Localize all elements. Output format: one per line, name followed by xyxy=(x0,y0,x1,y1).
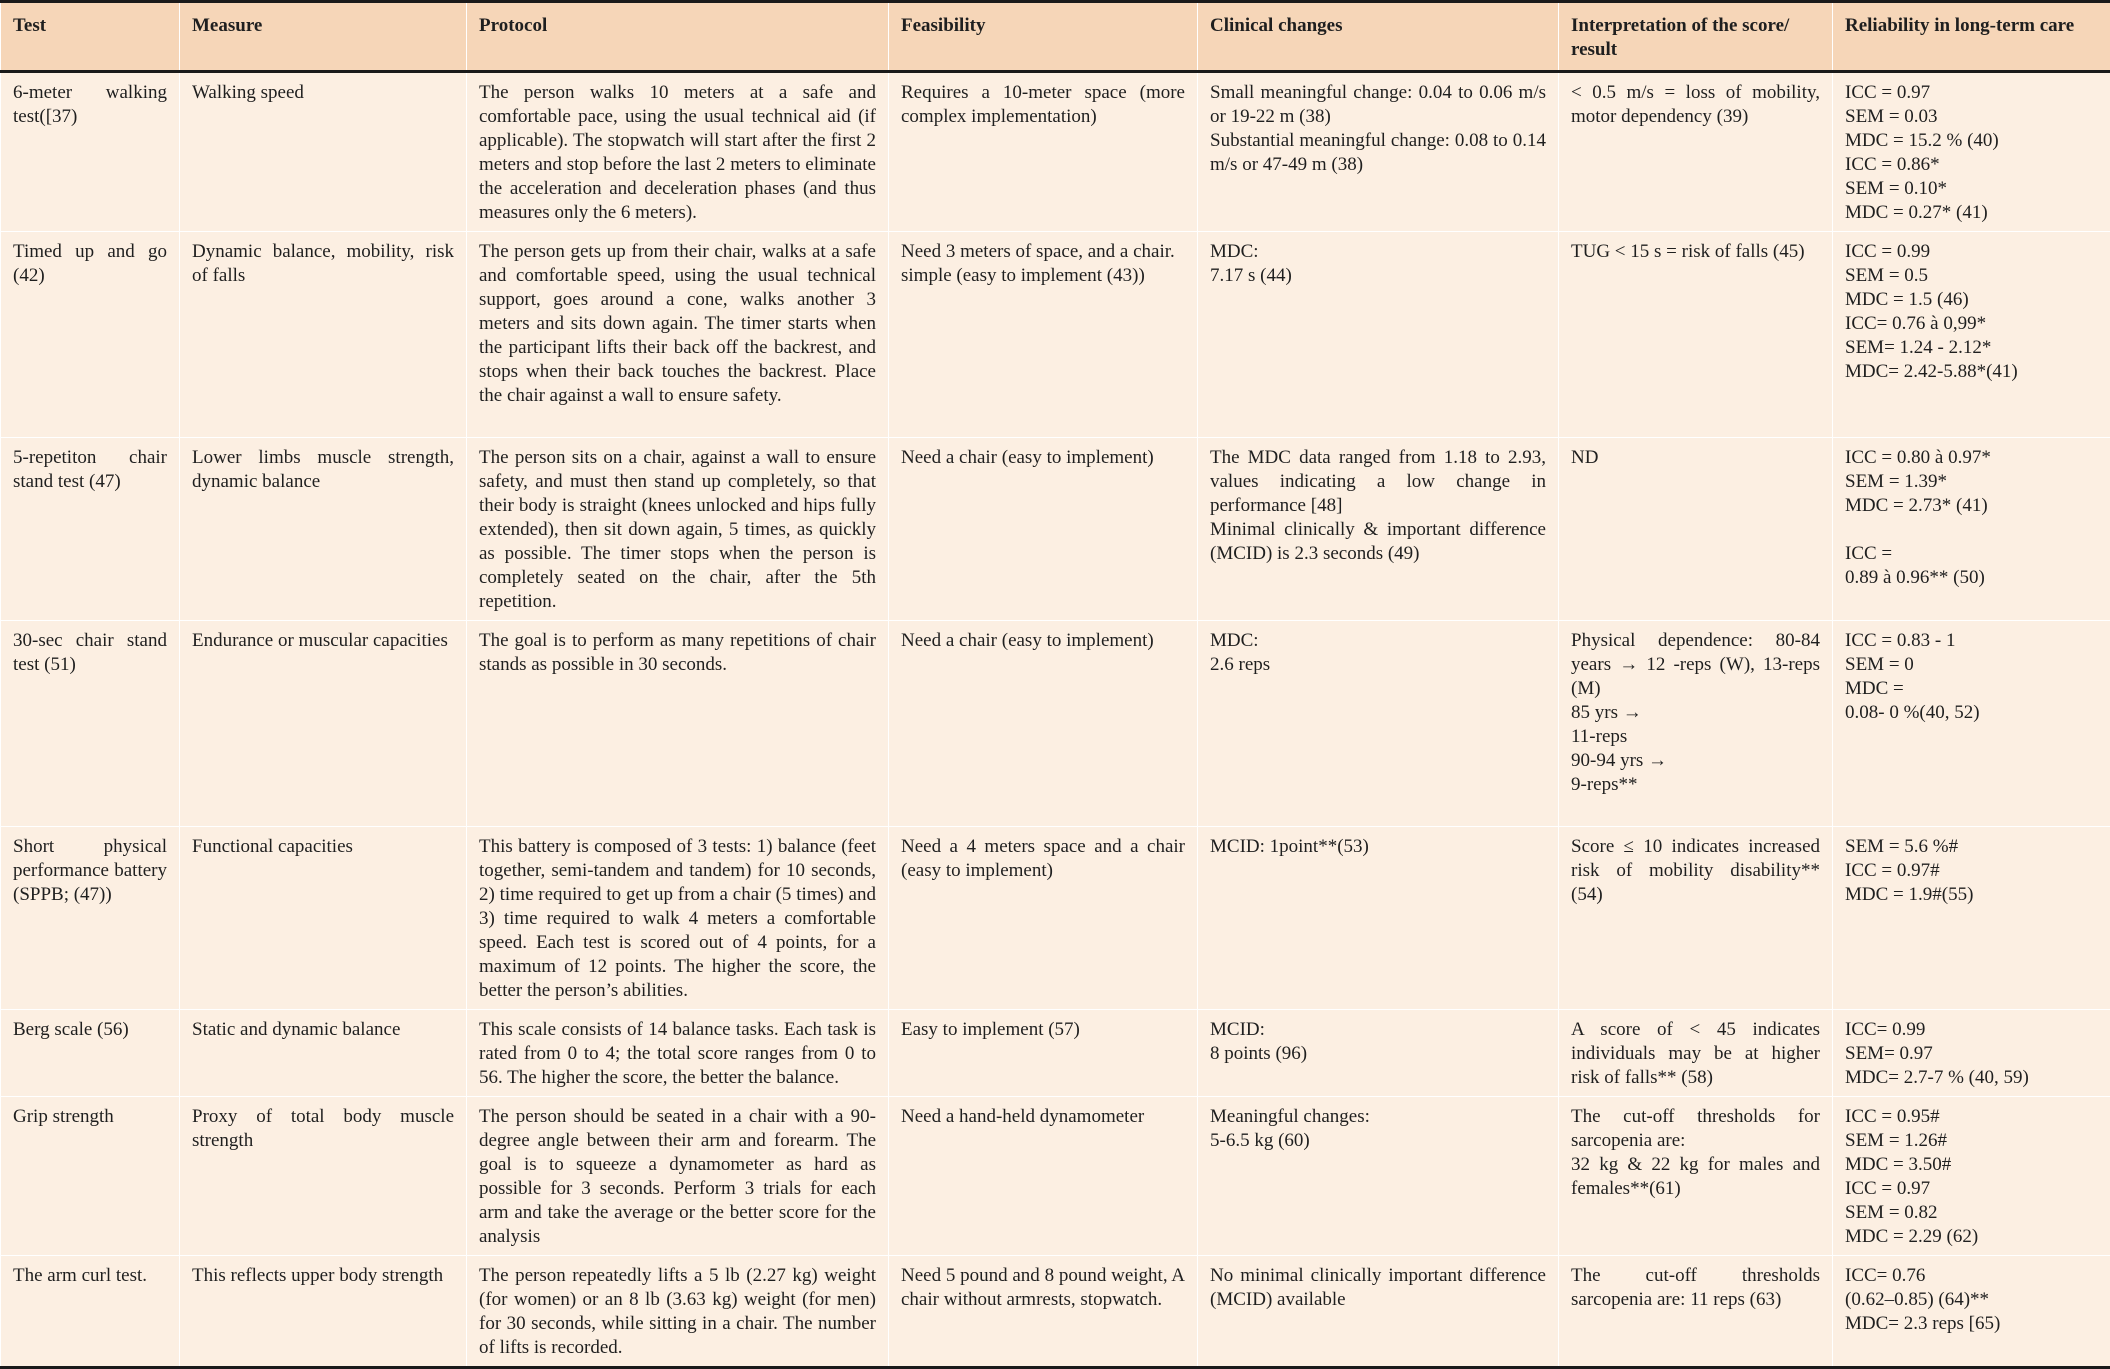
cell-reliability xyxy=(1833,1010,2110,1097)
cell-clinical-changes-line: Substantial meaningful change: 0.08 to 0.14 m/s or 47-49 m (38) xyxy=(1210,129,1546,177)
cell-interpretation-line: A score of < 45 indicates individuals may be at higher risk of falls** (58) xyxy=(1571,1018,1820,1090)
cell-reliability-line: ICC= 0.76 xyxy=(1845,1264,2098,1288)
table-row xyxy=(1,621,2110,827)
cell-feasibility: Requires a 10-meter space (more complex implementation) xyxy=(889,72,1198,232)
cell-reliability xyxy=(1833,827,2110,1010)
header-feasibility: Feasibility xyxy=(889,2,1198,72)
cell-interpretation xyxy=(1559,621,1833,827)
table-row xyxy=(1,1097,2110,1256)
cell-protocol: The goal is to perform as many repetitions of chair stands as possible in 30 seconds. xyxy=(467,621,889,827)
cell-reliability-line: ICC = 0.83 - 1 xyxy=(1845,629,2098,653)
cell-reliability xyxy=(1833,621,2110,827)
cell-protocol: This battery is composed of 3 tests: 1) balance (feet together, semi-tandem and tandem) for 10 seconds, 2) time required to get up from a chair (5 times) and 3) time required to walk 4 meters a comfortable speed. Each test is scored out of 4 points, for a maximum of 12 points. The higher the score, the better the person’s abilities. xyxy=(467,827,889,1010)
cell-feasibility: Need 5 pound and 8 pound weight, A chair without armrests, stopwatch. xyxy=(889,1256,1198,1368)
cell-measure: Proxy of total body muscle strength xyxy=(180,1097,467,1256)
cell-clinical-changes-line: 5-6.5 kg (60) xyxy=(1210,1129,1546,1153)
cell-interpretation-line: 9-reps** xyxy=(1571,773,1820,797)
cell-measure: Endurance or muscular capacities xyxy=(180,621,467,827)
cell-reliability-line: MDC= 2.42-5.88*(41) xyxy=(1845,360,2098,384)
table-row xyxy=(1,438,2110,621)
cell-reliability-line: SEM= 0.97 xyxy=(1845,1042,2098,1066)
cell-feasibility: Easy to implement (57) xyxy=(889,1010,1198,1097)
cell-reliability-line: ICC = 0.80 à 0.97* xyxy=(1845,446,2098,470)
cell-reliability-line: (0.62–0.85) (64)** xyxy=(1845,1288,2098,1312)
cell-reliability-line: SEM = 0.03 xyxy=(1845,105,2098,129)
cell-reliability-line xyxy=(1845,518,2098,542)
cell-test: The arm curl test. xyxy=(1,1256,180,1368)
cell-reliability-line: MDC = 2.29 (62) xyxy=(1845,1225,2098,1249)
cell-reliability-line: 0.08- 0 %(40, 52) xyxy=(1845,701,2098,725)
cell-interpretation xyxy=(1559,1010,1833,1097)
header-clinical-changes: Clinical changes xyxy=(1198,2,1559,72)
cell-interpretation-line: 11-reps xyxy=(1571,725,1820,749)
table-body xyxy=(1,72,2110,1368)
cell-reliability-line: ICC= 0.76 à 0,99* xyxy=(1845,312,2098,336)
cell-clinical-changes-line: Small meaningful change: 0.04 to 0.06 m/s or 19-22 m (38) xyxy=(1210,81,1546,129)
cell-feasibility: Need a chair (easy to implement) xyxy=(889,438,1198,621)
table-row xyxy=(1,827,2110,1010)
cell-interpretation xyxy=(1559,232,1833,438)
cell-reliability-line: MDC = 1.9#(55) xyxy=(1845,883,2098,907)
cell-interpretation-line: TUG < 15 s = risk of falls (45) xyxy=(1571,240,1820,264)
cell-reliability-line: ICC = 0.97# xyxy=(1845,859,2098,883)
cell-interpretation-line: 85 yrs → xyxy=(1571,701,1820,725)
cell-measure: Walking speed xyxy=(180,72,467,232)
cell-feasibility: Need a chair (easy to implement) xyxy=(889,621,1198,827)
cell-interpretation-line: ND xyxy=(1571,446,1820,470)
cell-reliability-line: ICC = 0.97 xyxy=(1845,1177,2098,1201)
cell-reliability-line: MDC= 2.3 reps [65) xyxy=(1845,1312,2098,1336)
cell-test: Berg scale (56) xyxy=(1,1010,180,1097)
cell-feasibility: Need a 4 meters space and a chair (easy to implement) xyxy=(889,827,1198,1010)
cell-clinical-changes-line: MDC: xyxy=(1210,629,1546,653)
cell-clinical-changes-line: MCID: xyxy=(1210,1018,1546,1042)
cell-reliability-line: 0.89 à 0.96** (50) xyxy=(1845,566,2098,590)
cell-protocol: The person sits on a chair, against a wall to ensure safety, and must then stand up completely, so that their body is straight (knees unlocked and hips fully extended), then sit down again, 5 times, as quickly as possible. The timer stops when the person is completely seated on the chair, after the 5th repetition. xyxy=(467,438,889,621)
cell-test: 6-meter walking test([37) xyxy=(1,72,180,232)
cell-interpretation-line: The cut-off thresholds for sarcopenia are: xyxy=(1571,1105,1820,1153)
cell-reliability-line: SEM = 0.10* xyxy=(1845,177,2098,201)
cell-interpretation-line: 32 kg & 22 kg for males and females**(61) xyxy=(1571,1153,1820,1201)
cell-reliability-line: MDC = 15.2 % (40) xyxy=(1845,129,2098,153)
cell-test: 30-sec chair stand test (51) xyxy=(1,621,180,827)
cell-reliability-line: ICC = 0.95# xyxy=(1845,1105,2098,1129)
cell-clinical-changes xyxy=(1198,232,1559,438)
cell-clinical-changes-line: 2.6 reps xyxy=(1210,653,1546,677)
cell-measure: Static and dynamic balance xyxy=(180,1010,467,1097)
cell-reliability-line: MDC = 0.27* (41) xyxy=(1845,201,2098,225)
cell-interpretation-line: Score ≤ 10 indicates increased risk of mobility disability** (54) xyxy=(1571,835,1820,907)
cell-interpretation-line: Physical dependence: 80-84 years → 12 -reps (W), 13-reps (M) xyxy=(1571,629,1820,701)
cell-protocol: The person should be seated in a chair with a 90-degree angle between their arm and forearm. The goal is to squeeze a dynamometer as hard as possible for 3 seconds. Perform 3 trials for each arm and take the average or the better score for the analysis xyxy=(467,1097,889,1256)
cell-reliability-line: ICC = xyxy=(1845,542,2098,566)
cell-reliability-line: SEM= 1.24 - 2.12* xyxy=(1845,336,2098,360)
cell-protocol: This scale consists of 14 balance tasks. Each task is rated from 0 to 4; the total score ranges from 0 to 56. The higher the score, the better the balance. xyxy=(467,1010,889,1097)
cell-test: 5-repetiton chair stand test (47) xyxy=(1,438,180,621)
cell-clinical-changes xyxy=(1198,438,1559,621)
cell-feasibility: Need 3 meters of space, and a chair. simple (easy to implement (43)) xyxy=(889,232,1198,438)
cell-interpretation xyxy=(1559,1097,1833,1256)
cell-interpretation xyxy=(1559,827,1833,1010)
cell-feasibility: Need a hand-held dynamometer xyxy=(889,1097,1198,1256)
cell-clinical-changes xyxy=(1198,1097,1559,1256)
cell-clinical-changes xyxy=(1198,1010,1559,1097)
cell-reliability-line: ICC = 0.86* xyxy=(1845,153,2098,177)
cell-clinical-changes-line: 7.17 s (44) xyxy=(1210,264,1546,288)
cell-reliability-line: SEM = 5.6 %# xyxy=(1845,835,2098,859)
cell-clinical-changes xyxy=(1198,1256,1559,1368)
header-row xyxy=(1,2,2110,72)
cell-reliability-line: SEM = 0.82 xyxy=(1845,1201,2098,1225)
cell-measure: Functional capacities xyxy=(180,827,467,1010)
header-interpretation: Interpretation of the score/ result xyxy=(1559,2,1833,72)
cell-interpretation xyxy=(1559,72,1833,232)
cell-reliability-line: MDC = 2.73* (41) xyxy=(1845,494,2098,518)
cell-reliability-line: ICC = 0.97 xyxy=(1845,81,2098,105)
cell-reliability-line: MDC = xyxy=(1845,677,2098,701)
cell-reliability-line: MDC = 3.50# xyxy=(1845,1153,2098,1177)
cell-test: Grip strength xyxy=(1,1097,180,1256)
table-row xyxy=(1,72,2110,232)
cell-protocol: The person gets up from their chair, walks at a safe and comfortable speed, using the usual technical support, goes around a cone, walks another 3 meters and sits down again. The timer starts when the participant lifts their back off the backrest, and stops when their back touches the backrest. Place the chair against a wall to ensure safety. xyxy=(467,232,889,438)
cell-measure: Lower limbs muscle strength, dynamic balance xyxy=(180,438,467,621)
cell-reliability xyxy=(1833,438,2110,621)
cell-interpretation xyxy=(1559,438,1833,621)
cell-reliability xyxy=(1833,72,2110,232)
cell-clinical-changes-line: No minimal clinically important difference (MCID) available xyxy=(1210,1264,1546,1312)
cell-test: Short physical performance battery (SPPB; (47)) xyxy=(1,827,180,1010)
cell-clinical-changes-line: The MDC data ranged from 1.18 to 2.93, values indicating a low change in performance [48] xyxy=(1210,446,1546,518)
cell-protocol: The person repeatedly lifts a 5 lb (2.27 kg) weight (for women) or an 8 lb (3.63 kg) weight (for men) for 30 seconds, while sitting in a chair. The number of lifts is recorded. xyxy=(467,1256,889,1368)
cell-reliability-line: MDC = 1.5 (46) xyxy=(1845,288,2098,312)
cell-reliability-line: SEM = 0.5 xyxy=(1845,264,2098,288)
cell-reliability xyxy=(1833,232,2110,438)
table-row xyxy=(1,1256,2110,1368)
table-row xyxy=(1,1010,2110,1097)
cell-reliability xyxy=(1833,1256,2110,1368)
cell-clinical-changes xyxy=(1198,621,1559,827)
cell-reliability xyxy=(1833,1097,2110,1256)
cell-clinical-changes-line: Minimal clinically & important difference (MCID) is 2.3 seconds (49) xyxy=(1210,518,1546,566)
cell-clinical-changes-line: 8 points (96) xyxy=(1210,1042,1546,1066)
table-row xyxy=(1,232,2110,438)
cell-reliability-line: SEM = 0 xyxy=(1845,653,2098,677)
cell-clinical-changes-line: MDC: xyxy=(1210,240,1546,264)
cell-clinical-changes xyxy=(1198,72,1559,232)
cell-interpretation-line: 90-94 yrs → xyxy=(1571,749,1820,773)
cell-interpretation-line: < 0.5 m/s = loss of mobility, motor dependency (39) xyxy=(1571,81,1820,129)
header-reliability: Reliability in long-term care xyxy=(1833,2,2110,72)
header-test: Test xyxy=(1,2,180,72)
cell-reliability-line: MDC= 2.7-7 % (40, 59) xyxy=(1845,1066,2098,1090)
cell-test: Timed up and go (42) xyxy=(1,232,180,438)
cell-protocol: The person walks 10 meters at a safe and comfortable pace, using the usual technical aid (if applicable). The stopwatch will start after the first 2 meters and stop before the last 2 meters to eliminate the acceleration and deceleration phases (and thus measures only the 6 meters). xyxy=(467,72,889,232)
cell-reliability-line: SEM = 1.39* xyxy=(1845,470,2098,494)
cell-measure: This reflects upper body strength xyxy=(180,1256,467,1368)
cell-clinical-changes xyxy=(1198,827,1559,1010)
cell-reliability-line: SEM = 1.26# xyxy=(1845,1129,2098,1153)
cell-reliability-line: ICC= 0.99 xyxy=(1845,1018,2098,1042)
cell-interpretation xyxy=(1559,1256,1833,1368)
cell-clinical-changes-line: Meaningful changes: xyxy=(1210,1105,1546,1129)
header-measure: Measure xyxy=(180,2,467,72)
header-protocol: Protocol xyxy=(467,2,889,72)
cell-measure: Dynamic balance, mobility, risk of falls xyxy=(180,232,467,438)
cell-clinical-changes-line: MCID: 1point**(53) xyxy=(1210,835,1546,859)
cell-interpretation-line: The cut-off thresholds sarcopenia are: 11 reps (63) xyxy=(1571,1264,1820,1312)
cell-reliability-line: ICC = 0.99 xyxy=(1845,240,2098,264)
